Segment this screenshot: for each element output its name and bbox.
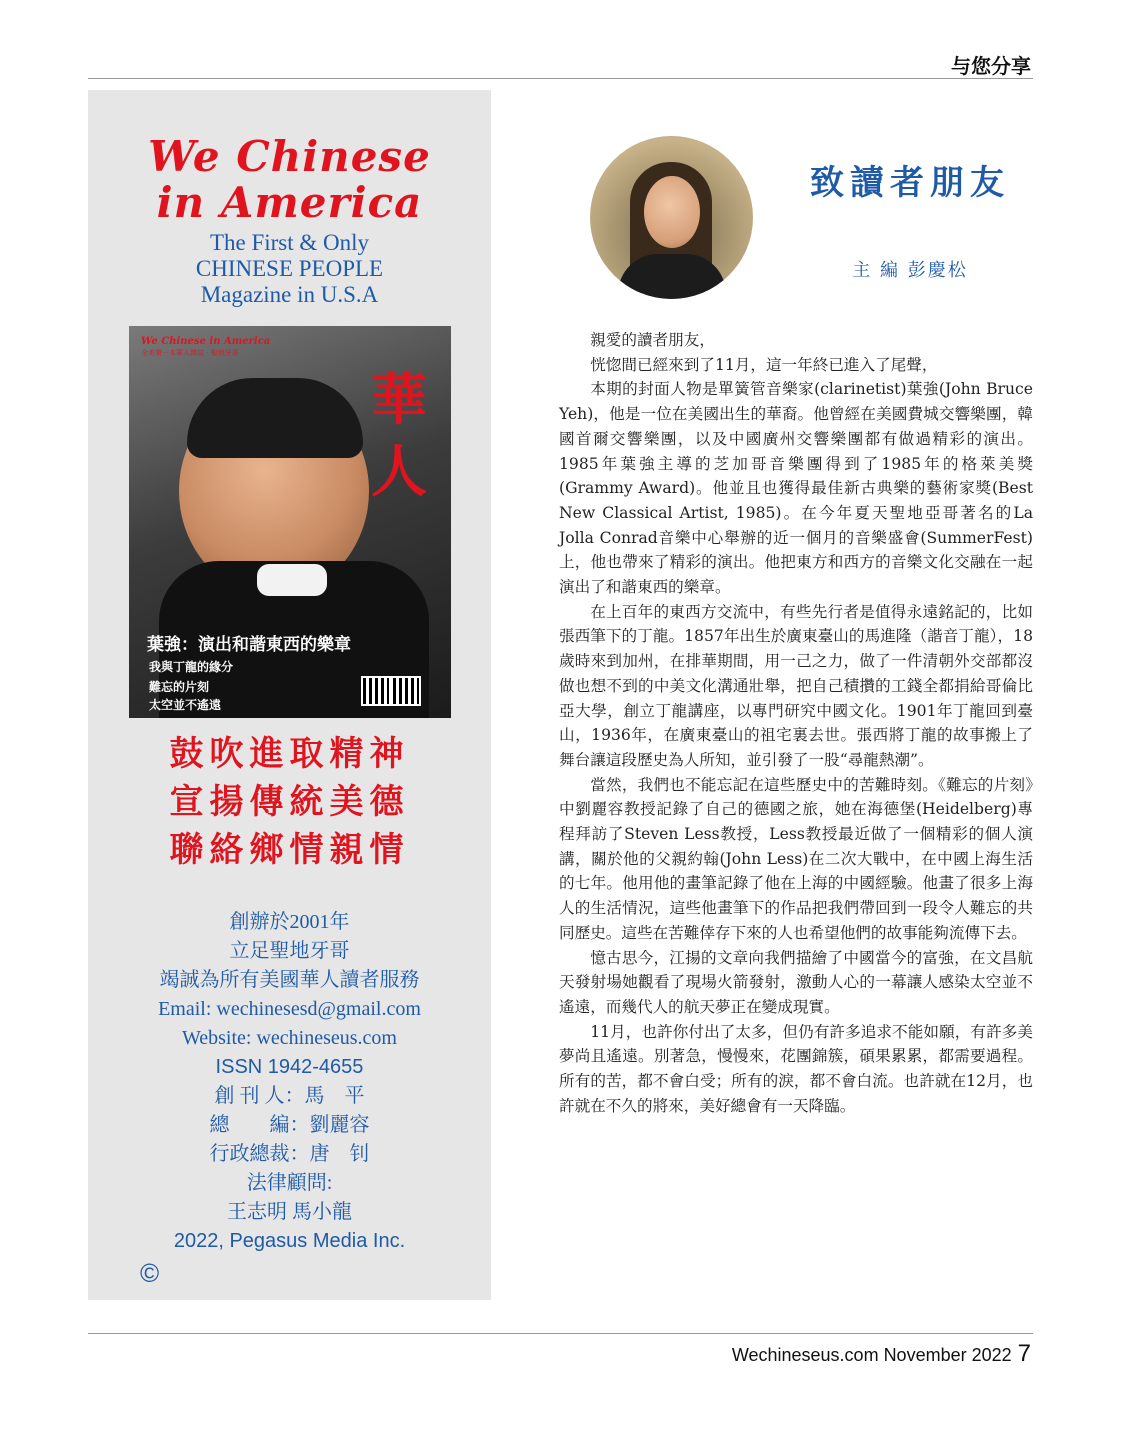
info-legal-names: 王志明 馬小龍 xyxy=(227,1201,352,1223)
article-paragraph: 在上百年的東西方交流中，有些先行者是值得永遠銘記的，比如張西筆下的丁龍。1857年出生於廣東臺山的馬進隆（諧音丁龍），18歲時來到加州，在排華期間，用一己之力，做了一件清朝外交部都沒做也想不到的中美文化溝通壯舉，把自己積攢的工錢全都捐給哥倫比亞大學，創立丁龍講座，以專門研究中國文化。1901年丁龍回到臺山，1936年，在廣東臺山的祖宅裏去世。張西將丁龍的故事搬上了舞台讓這段歷史為人所知，並引發了一股“尋龍熱潮”。 xyxy=(559,602,1033,769)
qr-code-icon xyxy=(391,676,421,706)
info-location: 立足聖地牙哥 xyxy=(229,940,350,962)
motto-line-2: 宣揚傳統美德 xyxy=(169,782,410,822)
section-label: 与您分享 xyxy=(951,54,1031,78)
avatar-face xyxy=(644,176,700,248)
cover-portrait-hair xyxy=(187,378,363,458)
info-ceo: 行政總裁：唐 钊 xyxy=(209,1143,370,1165)
logo-line-1: We Chinese xyxy=(148,132,431,181)
info-publisher: 2022, Pegasus Media Inc. xyxy=(173,1230,406,1252)
info-mission: 竭誠為所有美國華人讀者服務 xyxy=(159,969,420,991)
article-paragraph: 恍惚間已經來到了11月，這一年終已進入了尾聲， xyxy=(590,355,938,374)
cover-image xyxy=(129,326,451,718)
tagline-line-1: The First & Only xyxy=(209,230,370,255)
info-chief-editor: 總 編：劉麗容 xyxy=(209,1114,370,1136)
article-title: 致讀者朋友 xyxy=(810,163,1010,203)
cover-line: 難忘的片刻 xyxy=(149,680,210,694)
motto-line-3: 聯絡鄉情親情 xyxy=(169,830,410,870)
article-body xyxy=(559,328,1033,1119)
cover-masthead-char: 華 xyxy=(371,367,427,433)
editor-avatar xyxy=(590,136,753,299)
cover-portrait-bowtie xyxy=(257,564,327,596)
info-legal-label: 法律顧問: xyxy=(246,1172,333,1194)
article-paragraph: 當然，我們也不能忘記在這些歷史中的苦難時刻。《難忘的片刻》中劉麗容教授記錄了自己的德國之旅，她在海德堡(Heidelberg)專程拜訪了Steven Less教授，Less教授最近做了一個精彩的個人演講，關於他的父親約翰(John Less)在二次大戰中，在中國上海生活的七年。他用他的畫筆記錄了他在上海的中國經驗。他畫了很多上海人的生活情況，這些他畫筆下的作品把我們帶回到一段令人難忘的共同歷史。這些在苦難倖存下來的人也希望他們的故事能夠流傳下去。 xyxy=(559,775,1033,942)
info-issn: ISSN 1942-4655 xyxy=(215,1056,364,1078)
cover-masthead xyxy=(369,364,429,508)
info-website: Website: wechineseus.com xyxy=(182,1027,397,1049)
cover-masthead-char: 人 xyxy=(371,439,427,505)
footer xyxy=(732,1340,1031,1368)
article-byline: 主 編 彭慶松 xyxy=(852,260,968,281)
info-email: Email: wechinesesd@gmail.com xyxy=(158,998,421,1020)
cover-brand: We Chinese in America xyxy=(141,336,271,347)
info-founded: 創辦於2001年 xyxy=(229,911,350,933)
tagline-line-2: CHINESE PEOPLE xyxy=(195,256,384,281)
cover-line: 我與丁龍的緣分 xyxy=(149,660,234,674)
cover-headline: 葉強：演出和諧東西的樂章 xyxy=(147,635,351,655)
page-number: 7 xyxy=(1017,1340,1031,1367)
qr-code-icon xyxy=(361,676,391,706)
magazine-sidebar xyxy=(88,90,491,1300)
footer-rule xyxy=(88,1333,1033,1334)
info-founder: 創 刊 人：馬 平 xyxy=(214,1085,365,1107)
header-rule xyxy=(88,78,1033,79)
article-paragraph: 親愛的讀者朋友， xyxy=(590,331,715,349)
tagline-line-3: Magazine in U.S.A xyxy=(200,282,379,307)
article-paragraph: 本期的封面人物是單簧管音樂家(clarinetist)葉強(John Bruce Yeh)，他是一位在美國出生的華裔。他曾經在美國費城交響樂團，韓國首爾交響樂團，以及中國廣州交響樂團都有做過精彩的演出。1985年葉強主導的芝加哥音樂團得到了1985年的格萊美獎(Grammy Award)。他並且也獲得最佳新古典樂的藝術家獎(Best New Classical Artist, 1985)。在今年夏天聖地亞哥著名的La Jolla Conrad音樂中心舉辦的近一個月的音樂盛會(SummerFest)上，他也帶來了精彩的演出。他把東方和西方的音樂文化交融在一起演出了和諧東西的樂章。 xyxy=(559,380,1033,597)
motto-line-1: 鼓吹進取精神 xyxy=(169,734,410,774)
footer-site-date: Wechineseus.com November 2022 xyxy=(731,1345,1012,1365)
cover-brand-sub: 全美第一本華人雜誌 · 聖地牙哥 xyxy=(141,349,239,357)
copyright-icon: © xyxy=(140,1258,160,1288)
article-paragraph: 憶古思今，江揚的文章向我們描繪了中國當今的富強，在文昌航天發射場她觀看了現場火箭發射，激動人心的一幕讓人感染太空並不遙遠，而幾代人的航天夢正在變成現實。 xyxy=(559,948,1033,1016)
cover-line: 太空並不遙遠 xyxy=(149,698,222,712)
logo-line-2: in America xyxy=(156,178,423,227)
article-paragraph: 11月，也許你付出了太多，但仍有許多追求不能如願，有許多美夢尚且遙遠。別著急，慢慢來，花團錦簇，碩果累累，都需要過程。所有的苦，都不會白受；所有的淚，都不會白流。也許就在12月，也許就在不久的將來，美好總會有一天降臨。 xyxy=(559,1022,1033,1115)
